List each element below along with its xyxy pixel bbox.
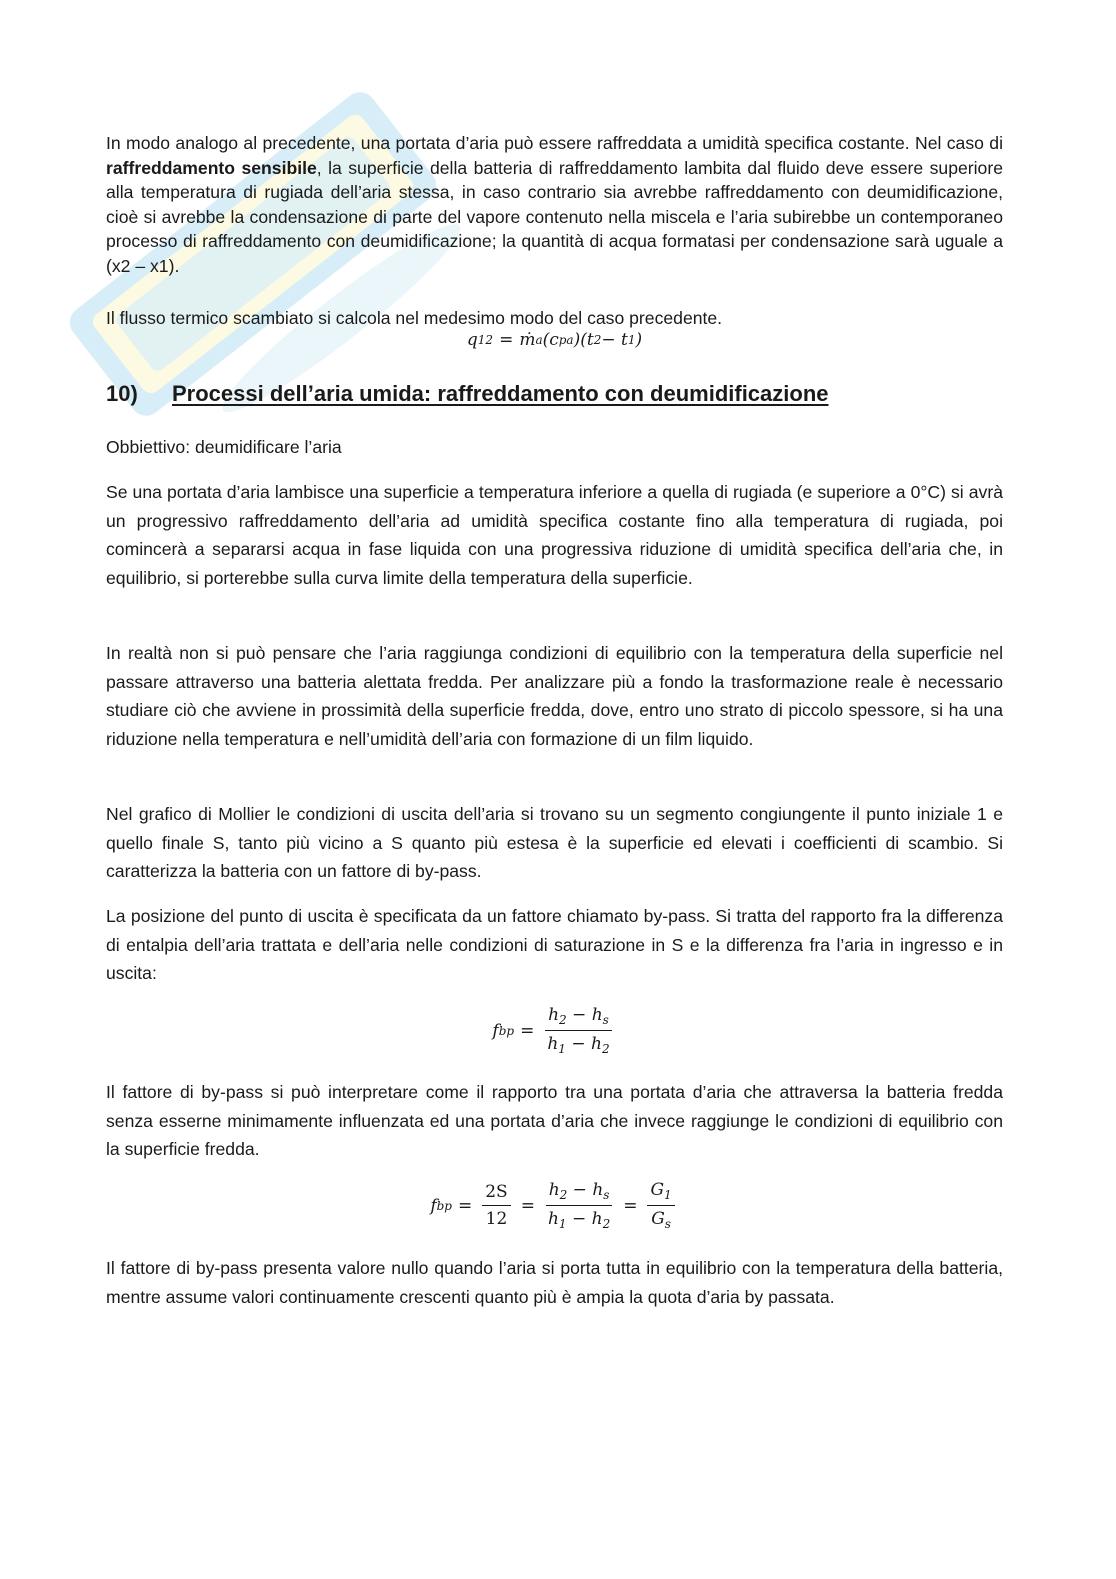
formula-1-cp-close: ) (573, 330, 581, 350)
paragraph-heat-flow: Il flusso termico scambiato si calcola nel medesimo modo del caso precedente. (106, 308, 723, 328)
paragraph-1-text-after: , la superficie della batteria di raffreddamento lambita dal fluido deve essere superiore alla temperatura di rugiada dell’aria stessa, in caso contrario sia avrebbe raffreddamento con deumidificazione, cioè si avrebbe la condensazione di parte del vapore contenuto nella miscela e l’aria subirebbe un contemporaneo processo di raffreddamento con deumidificazione; la quantità di acqua formatasi per condensazione sarà uguale a (x2 – x1). (106, 157, 1003, 276)
formula-1-t-close: ) (635, 330, 643, 350)
paragraph-1-bold-term: raffreddamento sensibile (106, 157, 317, 178)
formula-3-f-sub: bp (436, 1198, 452, 1213)
formula-heat-flow: q 12 = ṁ a (c pa ) (t 2 − t 1 ) (466, 330, 643, 350)
formula-3-fraction-flow: $\frac{G_1}{G_s}$ (647, 1180, 674, 1231)
formula-bypass-ratios: f bp = $\frac{2S}{12}$ = $\frac{h_2 - h_s}{h_1 - h_2}$ = $\frac{G_1}{G_s}$ (106, 1180, 1003, 1231)
paragraph-sensible-cooling (106, 131, 1003, 278)
formula-1-m: ṁ (519, 330, 536, 350)
paragraph-bypass-values: Il fattore di by-pass presenta valore nullo quando l’aria si porta tutta in equilibrio con la temperatura della batteria, mentre assume valori continuamente crescenti quanto più è ampia la quota d’aria by passata. (106, 1258, 1003, 1307)
section-heading (106, 381, 1003, 407)
formula-1-t1-sub: 1 (627, 333, 636, 347)
formula-1-t-open: (t (580, 330, 594, 350)
formula-1-q-sub: 12 (477, 333, 494, 347)
formula-3-fraction-enthalpy: $\frac{h_2 - h_s}{h_1 - h_2}$ (545, 1180, 613, 1231)
formula-2-f: f (492, 1020, 499, 1041)
paragraph-dew-point: Se una portata d’aria lambisce una superficie a temperatura inferiore a quella di rugiada (e superiore a 0°C) si avrà un progressivo raffreddamento dell’aria ad umidità specifica costante fino alla temperatura di rugiada, poi comincerà a separarsi acqua in fase liquida con una progressiva riduzione di umidità specifica dell’aria che, in equilibrio, si porterebbe sulla curva limite della temperatura della superficie. (106, 482, 1003, 588)
section-number: 10) (106, 381, 138, 406)
formula-1-t-minus: − t (601, 330, 628, 350)
formula-1-cp-sub: pa (558, 333, 574, 347)
paragraph-1-text-before: In modo analogo al precedente, una portata d’aria può essere raffreddata a umidità specifica costante. Nel caso di (106, 133, 1003, 153)
paragraph-bypass-interpretation: Il fattore di by-pass si può interpretare come il rapporto tra una portata d’aria che attraversa la batteria fredda senza esserne minimamente influenzata ed una portata d’aria che invece raggiunge le condizioni di equilibrio con la superficie fredda. (106, 1082, 1003, 1159)
formula-3-fraction-segments: $\frac{2S}{12}$ (482, 1182, 510, 1229)
section-title: Processi dell’aria umida: raffreddamento con deumidificazione (172, 381, 829, 406)
formula-2-fraction: $\frac{h_2 - h_s}{h_1 - h_2}$ (544, 1005, 612, 1056)
formula-2-f-sub: bp (498, 1023, 515, 1038)
formula-1-t2-sub: 2 (593, 333, 602, 347)
formula-1-q: q (466, 330, 478, 350)
paragraph-bypass-position: La posizione del punto di uscita è specificata da un fattore chiamato by-pass. Si tratta del rapporto fra la differenza di entalpia dell’aria trattata e dell’aria nelle condizioni di saturazione in S e la differenza fra l’aria in ingresso e in uscita: (106, 906, 1003, 983)
formula-3-f: f (430, 1195, 437, 1216)
formula-1-cp-open: (c (542, 330, 559, 350)
paragraph-mollier: Nel grafico di Mollier le condizioni di uscita dell’aria si trovano su un segmento congiungente il punto iniziale 1 e quello finale S, tanto più vicino a S quanto più estesa è la superficie ed elevati i coefficienti di scambio. Si caratterizza la batteria con un fattore di by-pass. (106, 804, 1003, 881)
formula-bypass-factor: f bp = $\frac{h_2 - h_s}{h_1 - h_2}$ (106, 1005, 1003, 1056)
paragraph-objective: Obbiettivo: deumidificare l’aria (106, 437, 342, 457)
formula-1-m-sub: a (535, 333, 543, 347)
paragraph-real-transformation: In realtà non si può pensare che l’aria raggiunga condizioni di equilibrio con la temperatura della superficie nel passare attraverso una batteria alettata fredda. Per analizzare più a fondo la trasformazione reale è necessario studiare ciò che avviene in prossimità della superficie fredda, dove, entro uno strato di piccolo spessore, si ha una riduzione nella temperatura e nell’umidità dell’aria con formazione di un film liquido. (106, 643, 1003, 749)
